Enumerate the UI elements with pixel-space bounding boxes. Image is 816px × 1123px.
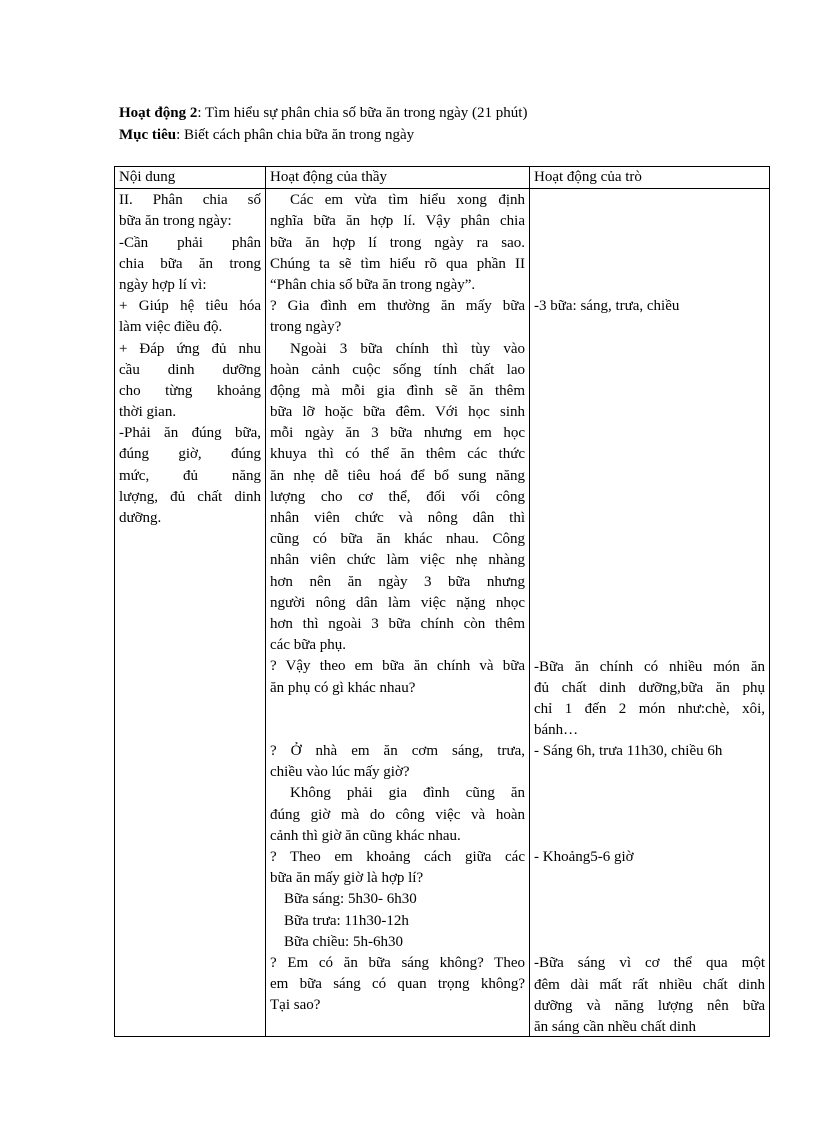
teacher-line: nhân viên chức và nông dân thì: [270, 510, 525, 527]
student-paragraph: [534, 296, 765, 317]
teacher-line: hoàn cảnh cuộc sống tính chất lao: [270, 361, 525, 378]
student-line: bánh…: [534, 722, 579, 739]
header-content: Nội dung: [115, 167, 266, 189]
teacher-line: khuya thì có thể ăn thêm các thức: [270, 446, 525, 463]
content-line: bữa ăn trong ngày:: [119, 213, 232, 230]
teacher-line: người nông dân làm việc nặng nhọc: [270, 594, 525, 611]
content-line: cho từng khoảng: [119, 382, 261, 399]
teacher-paragraph: [270, 847, 525, 889]
teacher-line: ? Theo em khoảng cách giữa các: [270, 849, 525, 866]
table-header-row: [115, 167, 770, 189]
student-line: đủ chất dinh dưỡng,bữa ăn phụ: [534, 679, 765, 696]
content-line: -Phải ăn đúng bữa,: [119, 425, 261, 442]
teacher-paragraph: [270, 190, 525, 296]
content-line: mức, đủ năng: [119, 467, 261, 484]
teacher-paragraph: [270, 953, 525, 1017]
content-line: đúng giờ, đúng: [119, 446, 261, 463]
content-line: làm việc điều độ.: [119, 319, 223, 336]
goal-label: Mục tiêu: [119, 127, 177, 143]
student-line: - Khoảng5-6 giờ: [534, 849, 634, 866]
student-line: -3 bữa: sáng, trưa, chiều: [534, 298, 680, 315]
content-line: -Cần phải phân: [119, 234, 261, 251]
student-paragraph: [534, 953, 765, 1038]
teacher-line: ? Em có ăn bữa sáng không? Theo: [270, 954, 525, 971]
content-line: + Giúp hệ tiêu hóa: [119, 298, 261, 315]
content-paragraph: [119, 233, 261, 297]
teacher-paragraph: [270, 783, 525, 847]
teacher-line: hơn thì ngoài 3 bữa chính còn thêm: [270, 615, 525, 632]
teacher-line: Các em vừa tìm hiểu xong định: [290, 192, 525, 209]
teacher-line: chiều vào lúc mấy giờ?: [270, 764, 410, 781]
teacher-line: bữa lỡ hoặc bữa đêm. Với học sinh: [270, 404, 525, 421]
content-paragraph: [119, 296, 261, 338]
activity-heading: [119, 103, 527, 124]
teacher-cell: [266, 189, 530, 1037]
student-paragraph: [534, 847, 765, 868]
student-line: -Bữa sáng vì cơ thể qua một: [534, 955, 765, 972]
content-line: II. Phân chia số: [119, 192, 261, 209]
teacher-paragraph: [270, 889, 525, 910]
teacher-line: mỗi ngày ăn 3 bữa nhưng em học: [270, 425, 525, 442]
content-paragraph: [119, 423, 261, 529]
content-line: cầu dinh dưỡng: [119, 361, 261, 378]
teacher-line: Bữa trưa: 11h30-12h: [284, 912, 409, 929]
goal-text: : Biết cách phân chia bữa ăn trong ngày: [176, 127, 415, 143]
content-line: dưỡng.: [119, 510, 162, 527]
teacher-paragraph: [270, 932, 525, 953]
student-line: dưỡng và năng lượng nên bữa: [534, 997, 765, 1014]
activity-text: : Tìm hiểu sự phân chia số bữa ăn trong ngày (21 phút): [197, 105, 528, 121]
teacher-line: Ngoài 3 bữa chính thì tùy vào: [290, 340, 525, 357]
teacher-line: cảnh thì giờ ăn cũng khác nhau.: [270, 827, 461, 844]
teacher-line: cũng có bữa ăn khác nhau. Công: [270, 531, 525, 548]
teacher-line: ? Vậy theo em bữa ăn chính và bữa: [270, 658, 525, 675]
teacher-line: Bữa chiều: 5h-6h30: [284, 933, 403, 950]
teacher-line: bữa ăn hợp lí trong ngày ra sao.: [270, 234, 525, 251]
teacher-line: Bữa sáng: 5h30- 6h30: [284, 891, 417, 908]
teacher-line: ? Ở nhà em ăn cơm sáng, trưa,: [270, 743, 525, 760]
teacher-line: ăn phụ có gì khác nhau?: [270, 679, 416, 696]
teacher-paragraph: [270, 339, 525, 657]
teacher-line: nhân viên chức làm việc nhẹ nhàng: [270, 552, 525, 569]
teacher-line: nghĩa bữa ăn hợp lí. Vậy phân chia: [270, 213, 525, 230]
content-line: lượng, đủ chất dinh: [119, 488, 261, 505]
content-line: thời gian.: [119, 404, 177, 421]
lesson-table: [114, 166, 770, 1037]
teacher-paragraph: [270, 911, 525, 932]
teacher-line: trong ngày?: [270, 319, 342, 336]
teacher-line: đúng giờ mà do công việc và hoàn: [270, 806, 525, 823]
student-cell: [530, 189, 770, 1037]
content-paragraph: [119, 339, 261, 424]
student-line: -Bữa ăn chính có nhiều món ăn: [534, 658, 765, 675]
teacher-line: “Phân chia số bữa ăn trong ngày”.: [270, 276, 476, 293]
header-student-activity: Hoạt động của trò: [530, 167, 770, 189]
teacher-line: động mà mỗi gia đình sẽ ăn thêm: [270, 382, 525, 399]
teacher-line: [270, 720, 525, 741]
teacher-line: các bữa phụ.: [270, 637, 347, 654]
student-line: - Sáng 6h, trưa 11h30, chiều 6h: [534, 743, 723, 760]
table-row: [115, 189, 770, 1037]
student-paragraph: [534, 657, 765, 742]
header-teacher-activity: Hoạt động của thầy: [266, 167, 530, 189]
teacher-line: ? Gia đình em thường ăn mấy bữa: [270, 298, 525, 315]
goal-heading: [119, 125, 414, 146]
student-paragraph: [534, 741, 765, 762]
teacher-line: hơn nên ăn ngày 3 bữa nhưng: [270, 573, 525, 590]
teacher-line: bữa ăn mấy giờ là hợp lí?: [270, 870, 424, 887]
teacher-line: [270, 699, 525, 720]
teacher-line: em bữa sáng có quan trọng không?: [270, 976, 525, 993]
teacher-paragraph: [270, 296, 525, 338]
content-line: + Đáp ứng đủ nhu: [119, 340, 261, 357]
content-paragraph: [119, 190, 261, 232]
teacher-line: Chúng ta sẽ tìm hiểu rõ qua phần II: [270, 255, 525, 272]
student-line: chỉ 1 đến 2 món như:chè, xôi,: [534, 700, 765, 717]
student-line: đêm dài mất rất nhiều chất dinh: [534, 976, 765, 993]
teacher-line: lượng cho cơ thể, đối vối công: [270, 488, 525, 505]
teacher-line: ăn nhẹ dễ tiêu hoá để bổ sung năng: [270, 467, 525, 484]
student-line: ăn sáng cần nhều chất dinh: [534, 1018, 697, 1035]
teacher-paragraph: [270, 741, 525, 783]
activity-label: Hoạt động 2: [119, 105, 198, 121]
teacher-line: Không phải gia đình cũng ăn: [290, 785, 525, 802]
teacher-paragraph: [270, 656, 525, 741]
content-cell: [115, 189, 266, 1037]
content-line: ngày hợp lí vì:: [119, 276, 207, 293]
content-line: chia bữa ăn trong: [119, 255, 261, 272]
teacher-line: Tại sao?: [270, 997, 321, 1014]
